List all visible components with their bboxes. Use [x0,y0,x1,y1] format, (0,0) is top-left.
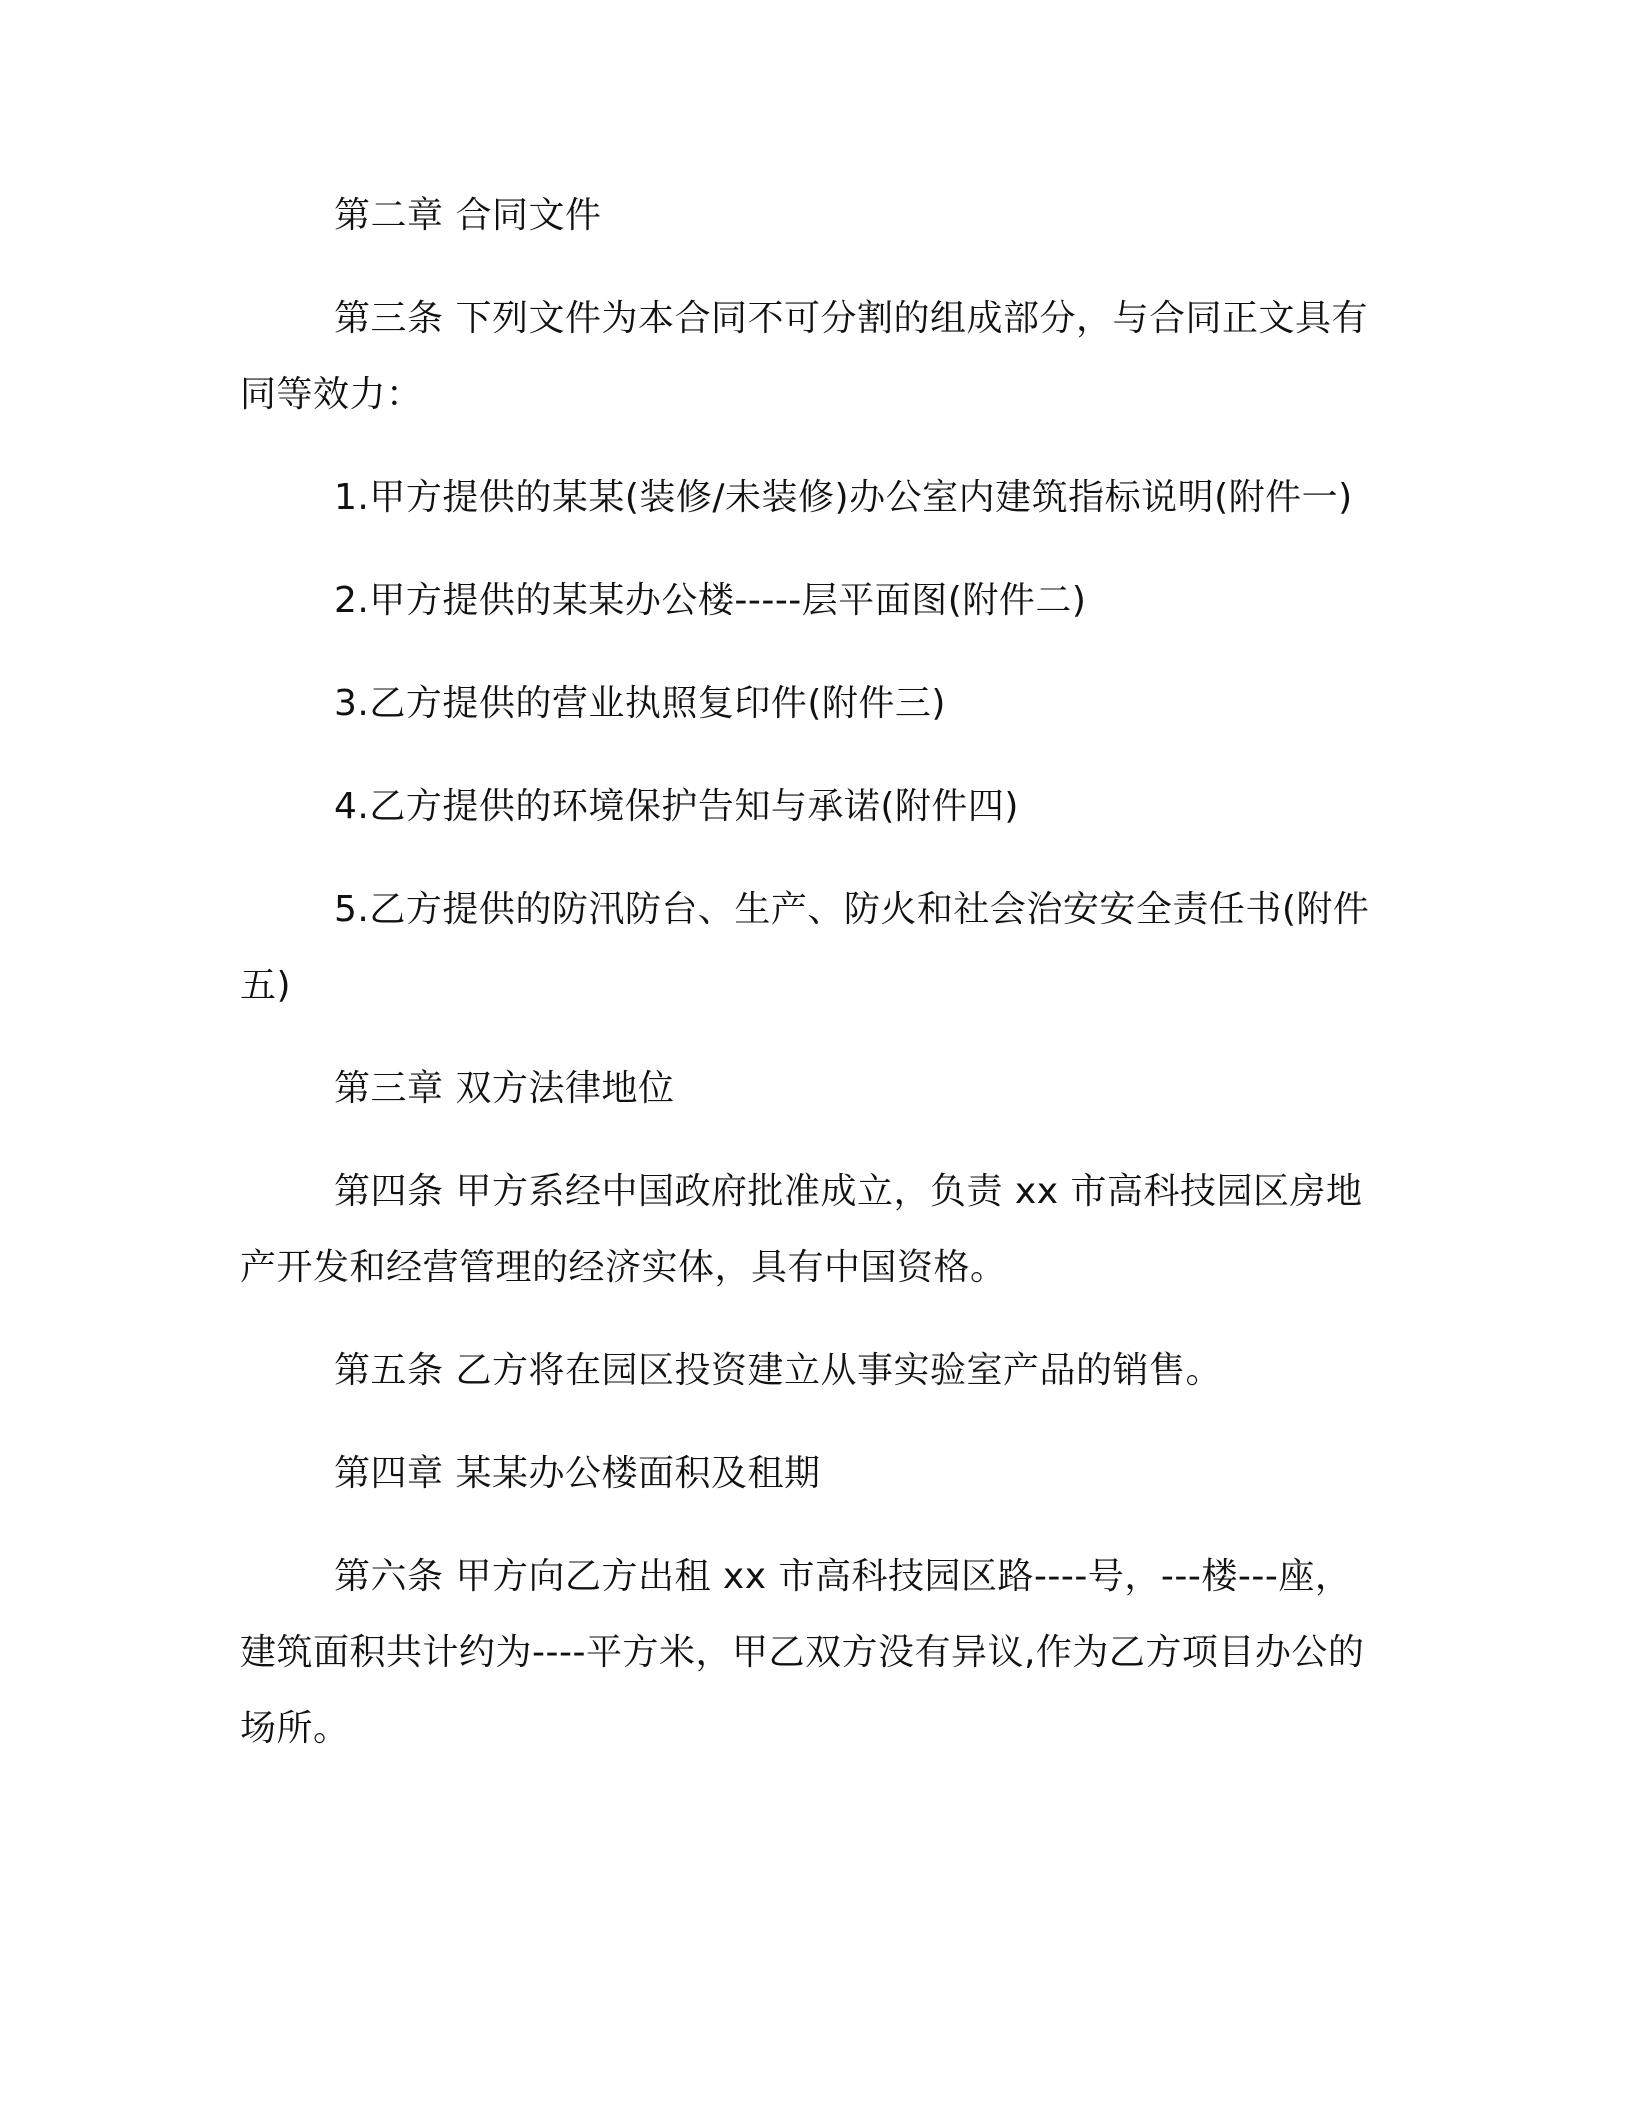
article-4-line-1: 第四条 甲方系经中国政府批准成立，负责 xx 市高科技园区房地 [334,1171,1363,1212]
attachment-item-4: 4.乙方提供的环境保护告知与承诺(附件四) [334,786,1019,827]
chapter-3-title: 第三章 双方法律地位 [334,1068,675,1109]
article-5: 第五条 乙方将在园区投资建立从事实验室产品的销售。 [334,1350,1222,1391]
article-3-line-1: 第三条 下列文件为本合同不可分割的组成部分，与合同正文具有 [334,298,1368,339]
article-6-line-2: 建筑面积共计约为----平方米，甲乙双方没有异议,作为乙方项目办公的 [240,1632,1365,1673]
chapter-4-title: 第四章 某某办公楼面积及租期 [334,1453,821,1494]
attachment-item-5-line-2: 五) [240,965,292,1006]
chapter-2-title: 第二章 合同文件 [334,195,602,236]
attachment-item-3: 3.乙方提供的营业执照复印件(附件三) [334,683,946,724]
article-6-line-3: 场所。 [240,1708,350,1749]
article-4-line-2: 产开发和经营管理的经济实体，具有中国资格。 [240,1247,1007,1288]
attachment-item-5-line-1: 5.乙方提供的防汛防台、生产、防火和社会治安安全责任书(附件 [334,889,1370,930]
attachment-item-2: 2.甲方提供的某某办公楼-----层平面图(附件二) [334,580,1087,621]
attachment-item-1: 1.甲方提供的某某(装修/未装修)办公室内建筑指标说明(附件一) [334,477,1353,518]
article-3-line-2: 同等效力： [240,374,423,415]
article-6-line-1: 第六条 甲方向乙方出租 xx 市高科技园区路----号，---楼---座， [334,1556,1352,1597]
